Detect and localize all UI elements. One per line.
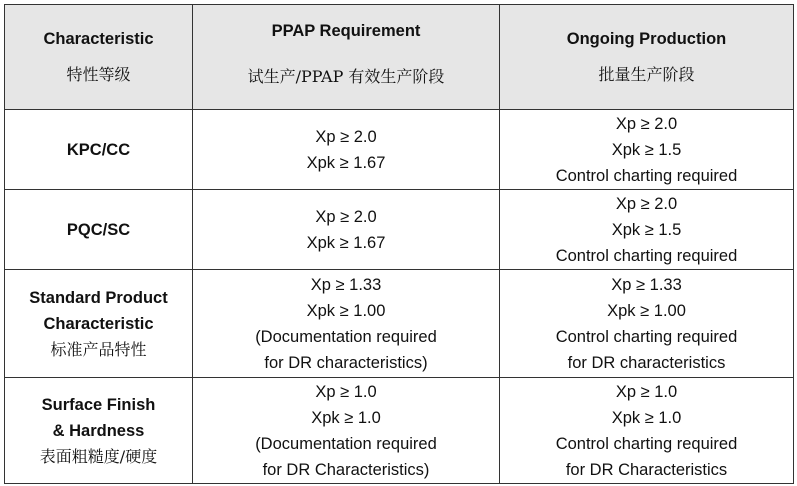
- ongoing-note: for DR Characteristics: [565, 460, 728, 479]
- ppap-xpk: Xpk ≥ 1.67: [306, 153, 386, 172]
- ppap-xpk: Xpk ≥ 1.67: [306, 233, 386, 252]
- table-row: [5, 378, 794, 484]
- ppap-cell: [193, 270, 500, 378]
- ongoing-xp: Xp ≥ 1.0: [615, 382, 678, 401]
- characteristic-text: & Hardness: [52, 421, 145, 440]
- ongoing-cell: [500, 378, 794, 484]
- ppap-xp: Xp ≥ 2.0: [315, 127, 377, 146]
- header-ongoing-en: Ongoing Production: [566, 30, 727, 48]
- ppap-note: (Documentation required: [255, 327, 437, 346]
- ppap-note: (Documentation required: [255, 434, 437, 453]
- ongoing-note: Control charting required: [555, 327, 738, 346]
- ppap-note: for DR characteristics): [264, 353, 428, 372]
- ongoing-note: Control charting required: [555, 246, 738, 265]
- ppap-xp: Xp ≥ 1.0: [315, 382, 377, 401]
- ongoing-cell: [500, 110, 794, 190]
- characteristic-cell: [5, 110, 193, 190]
- ongoing-note: Control charting required: [555, 434, 738, 453]
- header-ppap-cn: 试生产/PPAP 有效生产阶段: [247, 67, 445, 86]
- characteristic-text: PQC/SC: [66, 220, 131, 239]
- ppap-cell: [193, 110, 500, 190]
- header-ongoing-cn: 批量生产阶段: [598, 65, 695, 84]
- ongoing-xpk: Xpk ≥ 1.0: [611, 408, 682, 427]
- header-ppap: [193, 5, 500, 110]
- characteristic-text: KPC/CC: [66, 140, 131, 159]
- ppap-table-container: [4, 4, 793, 483]
- table-header-row: [5, 5, 794, 110]
- ongoing-xpk: Xpk ≥ 1.5: [611, 140, 682, 159]
- header-characteristic: [5, 5, 193, 110]
- header-ongoing: [500, 5, 794, 110]
- ppap-xpk: Xpk ≥ 1.00: [306, 301, 386, 320]
- ongoing-xp: Xp ≥ 2.0: [615, 114, 678, 133]
- ongoing-xp: Xp ≥ 2.0: [615, 194, 678, 213]
- header-ppap-en: PPAP Requirement: [271, 22, 421, 40]
- characteristic-text-cn: 表面粗糙度/硬度: [39, 446, 158, 466]
- characteristic-cell: [5, 270, 193, 378]
- ppap-cell: [193, 378, 500, 484]
- ongoing-xpk: Xpk ≥ 1.00: [607, 301, 686, 320]
- ppap-xpk: Xpk ≥ 1.0: [311, 408, 381, 427]
- ongoing-xp: Xp ≥ 1.33: [611, 275, 682, 294]
- table-row: [5, 110, 794, 190]
- characteristic-cell: [5, 190, 193, 270]
- ppap-cell: [193, 190, 500, 270]
- ongoing-note: for DR characteristics: [567, 353, 726, 372]
- ppap-xp: Xp ≥ 1.33: [310, 275, 382, 294]
- characteristic-text: Surface Finish: [41, 395, 156, 414]
- ongoing-cell: [500, 270, 794, 378]
- ppap-note: for DR Characteristics): [262, 460, 430, 479]
- characteristic-text-cn: 标准产品特性: [50, 339, 147, 359]
- table-row: [5, 190, 794, 270]
- header-characteristic-cn: 特性等级: [66, 65, 131, 84]
- table-row: [5, 270, 794, 378]
- ongoing-xpk: Xpk ≥ 1.5: [611, 220, 682, 239]
- ongoing-cell: [500, 190, 794, 270]
- characteristic-cell: [5, 378, 193, 484]
- characteristic-text: Characteristic: [43, 314, 154, 333]
- ongoing-note: Control charting required: [555, 166, 738, 185]
- characteristic-text: Standard Product: [29, 288, 168, 307]
- ppap-xp: Xp ≥ 2.0: [315, 207, 377, 226]
- header-characteristic-en: Characteristic: [43, 30, 154, 48]
- ppap-requirements-table: [4, 4, 794, 484]
